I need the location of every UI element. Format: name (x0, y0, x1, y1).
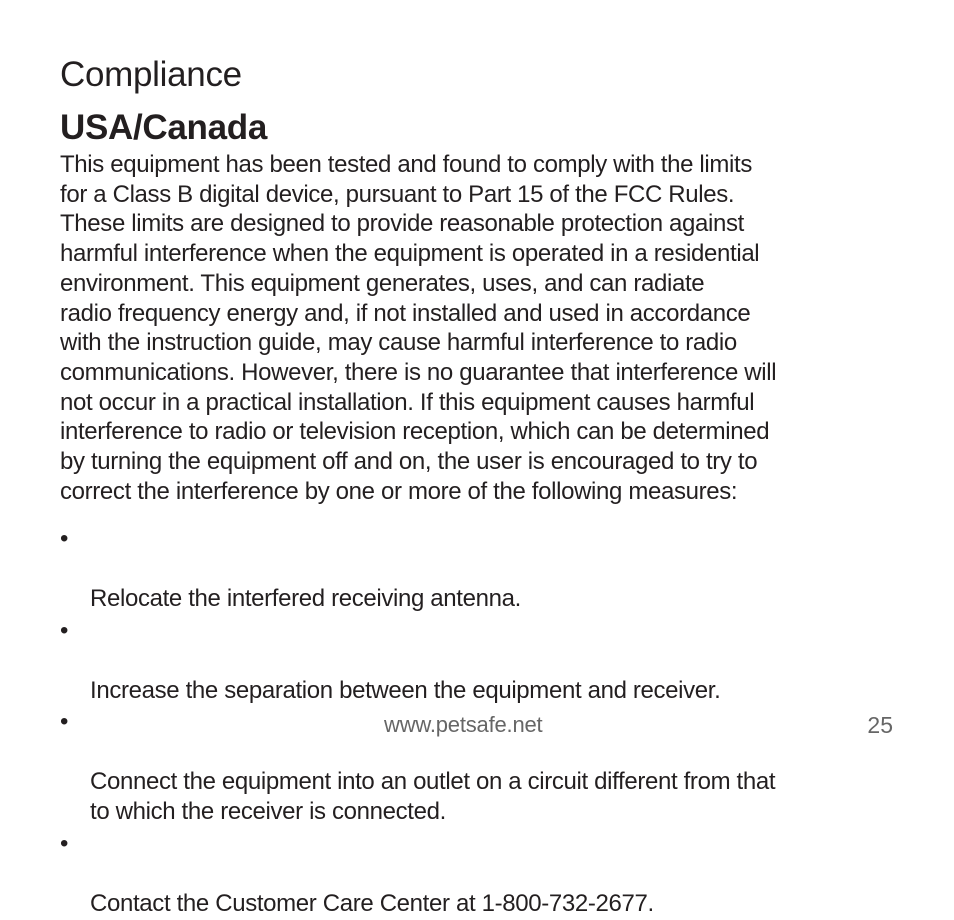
bullet-icon: • (60, 829, 69, 857)
measure-text: Increase the separation between the equipment and receiver. (90, 676, 721, 704)
list-item (60, 616, 900, 706)
section-title: Compliance (60, 55, 242, 94)
page-content (60, 52, 900, 920)
bullet-icon: • (60, 708, 69, 736)
subsection-title: USA/Canada (60, 108, 268, 147)
list-item (60, 524, 900, 614)
measure-text: Relocate the interfered receiving antenna. (90, 585, 521, 613)
compliance-paragraph: This equipment has been tested and found to comply with the limits for a Class B digital device, pursuant to Part 15 of the FCC Rules. These limits are designed to provide reasonable protection against harmful interference when the equipment is operated in a residential environment. This equipment generates, uses, and can radiate radio frequency energy and, if not installed and used in accordance with the instruction guide, may cause harmful interference to radio communications. However, there is no guarantee that interference will not occur in a practical installation. If this equipment causes harmful interference to radio or television reception, which can be determined by turning the equipment off and on, the user is encouraged to try to correct the interference by one or more of the following measures: (60, 151, 777, 505)
footer-website: www.petsafe.net (384, 712, 543, 737)
bullet-icon: • (60, 525, 69, 553)
page-number: 25 (867, 712, 893, 738)
measure-text: Connect the equipment into an outlet on a circuit different from that to which the receiver is connected. (90, 768, 776, 826)
list-item (60, 829, 900, 919)
bullet-icon: • (60, 616, 69, 644)
measure-text: Contact the Customer Care Center at 1-800-732-2677. (90, 889, 654, 917)
